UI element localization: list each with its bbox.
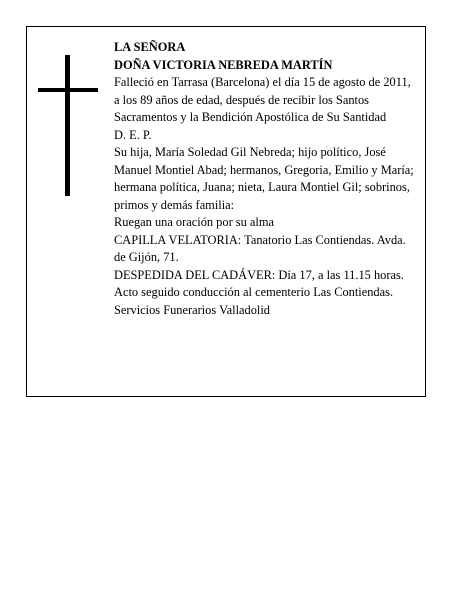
family-details: Su hija, María Soledad Gil Nebreda; hijo político, José Manuel Montiel Abad; hermanos, Gregoria, Emilio y María; hermana política, Juana; nieta, Laura Montiel Gil; sobrinos, primos y demás familia: <box>114 145 414 212</box>
deceased-name: DOÑA VICTORIA NEBREDA MARTÍN <box>114 57 333 72</box>
prayer-request: Ruegan una oración por su alma <box>114 215 274 229</box>
farewell-details: DESPEDIDA DEL CADÁVER: Día 17, a las 11.15 horas. Acto seguido conducción al cementerio Las Contiendas. <box>114 267 404 299</box>
chapel-details: CAPILLA VELATORIA: Tanatorio Las Contiendas. Avda. de Gijón, 71. <box>114 232 406 264</box>
dep-line: D. E. P. <box>114 127 152 142</box>
cross-horizontal-bar <box>38 88 98 92</box>
obituary-text <box>114 39 414 319</box>
death-details: Falleció en Tarrasa (Barcelona) el día 15 de agosto de 2011, a los 89 años de edad, después de recibir los Santos Sacramentos y la Bendición Apostólica de Su Santidad <box>114 75 411 124</box>
funeral-home: Servicios Funerarios Valladolid <box>114 302 271 317</box>
cross-vertical-bar <box>65 55 70 196</box>
notice-title: LA SEÑORA <box>114 40 186 54</box>
cross-icon <box>38 55 98 196</box>
